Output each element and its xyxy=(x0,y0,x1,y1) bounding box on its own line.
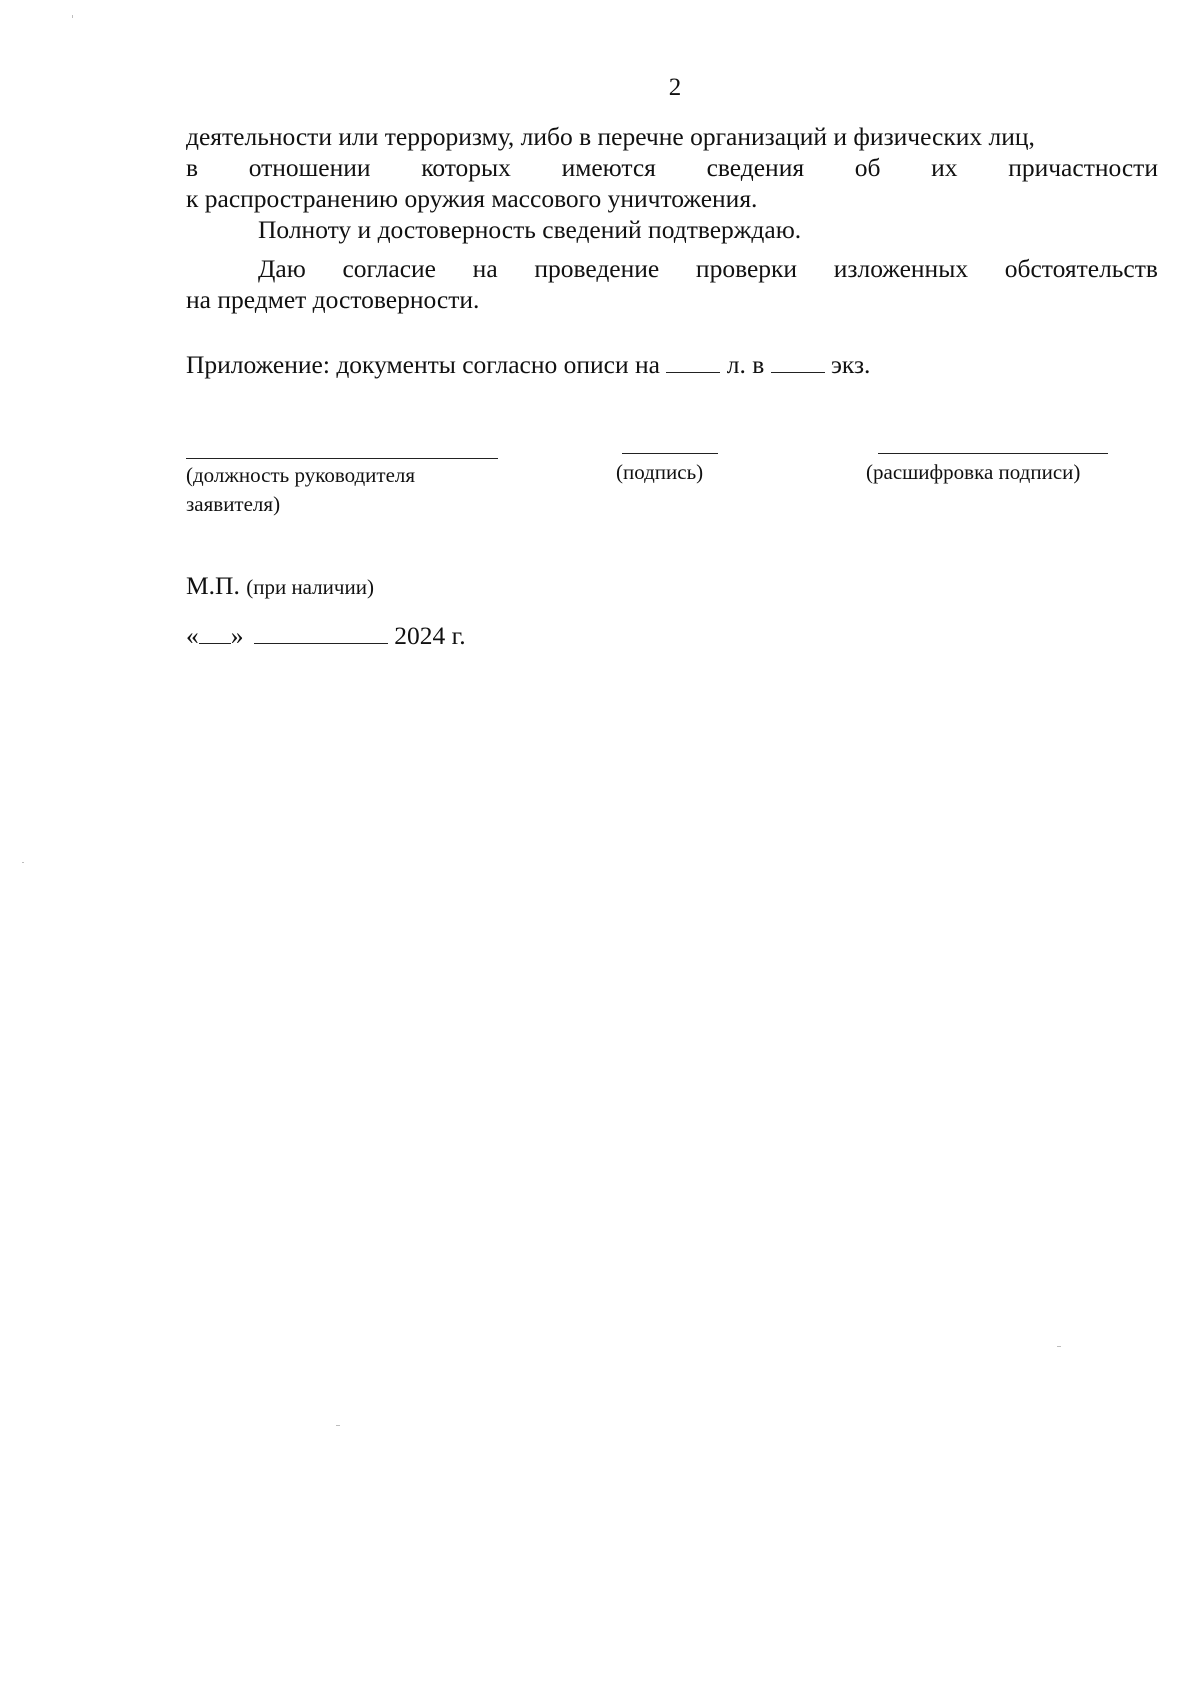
word: в xyxy=(186,153,199,182)
word: которых xyxy=(421,153,511,182)
paragraph-confirmation xyxy=(186,214,1158,245)
word: причастности xyxy=(1008,153,1158,182)
word: об xyxy=(854,153,881,182)
paragraph3-line1 xyxy=(186,253,1158,284)
paragraph1-line2 xyxy=(186,152,1158,183)
word: обстоятельств xyxy=(1004,254,1158,283)
paragraph3-line2: на предмет достоверности. xyxy=(186,285,480,314)
word: их xyxy=(931,153,958,182)
word: согласие xyxy=(342,254,436,283)
date-line xyxy=(186,621,466,651)
month-blank xyxy=(254,621,388,644)
appendix-line xyxy=(186,349,1158,380)
appendix-prefix: Приложение: документы согласно описи на xyxy=(186,350,660,379)
appendix-middle: л. в xyxy=(726,350,765,379)
word: на xyxy=(472,254,498,283)
date-close-quote: » xyxy=(230,621,244,650)
stamp-label: М.П. xyxy=(186,571,240,600)
signature-line xyxy=(622,453,718,454)
day-blank xyxy=(199,621,231,644)
copies-count-blank xyxy=(771,350,825,373)
word: имеются xyxy=(561,153,656,182)
scan-speck xyxy=(22,862,24,863)
paragraph2-line1: Полноту и достоверность сведений подтверждаю. xyxy=(258,215,802,244)
signature-caption: (подпись) xyxy=(616,460,704,484)
page-number: 2 xyxy=(668,74,682,101)
scan-speck xyxy=(72,15,73,18)
stamp-note: (при наличии) xyxy=(246,575,374,599)
paragraph-consent xyxy=(186,253,1158,315)
decoding-signature-line xyxy=(878,453,1108,454)
position-signature-line xyxy=(186,458,498,459)
word: Даю xyxy=(258,254,306,283)
word: проведение xyxy=(534,254,660,283)
word: проверки xyxy=(695,254,798,283)
position-caption: (должность руководителя заявителя) xyxy=(186,463,416,516)
stamp-placeholder xyxy=(186,571,374,601)
paragraph-applicant-lists xyxy=(186,121,1158,214)
date-open-quote: « xyxy=(186,621,199,650)
date-year: 2024 г. xyxy=(394,621,466,650)
sheets-count-blank xyxy=(666,350,720,373)
paragraph1-line1: деятельности или терроризму, либо в перечне организаций и физических лиц, xyxy=(186,122,1035,151)
appendix-suffix: экз. xyxy=(830,350,871,379)
word: изложенных xyxy=(833,254,969,283)
decoding-caption: (расшифровка подписи) xyxy=(866,460,1081,484)
paragraph1-line3: к распространению оружия массового уничтожения. xyxy=(186,184,758,213)
word: сведения xyxy=(706,153,805,182)
word: отношении xyxy=(248,153,371,182)
scan-speck xyxy=(1057,1346,1061,1347)
scan-speck xyxy=(336,1425,340,1426)
